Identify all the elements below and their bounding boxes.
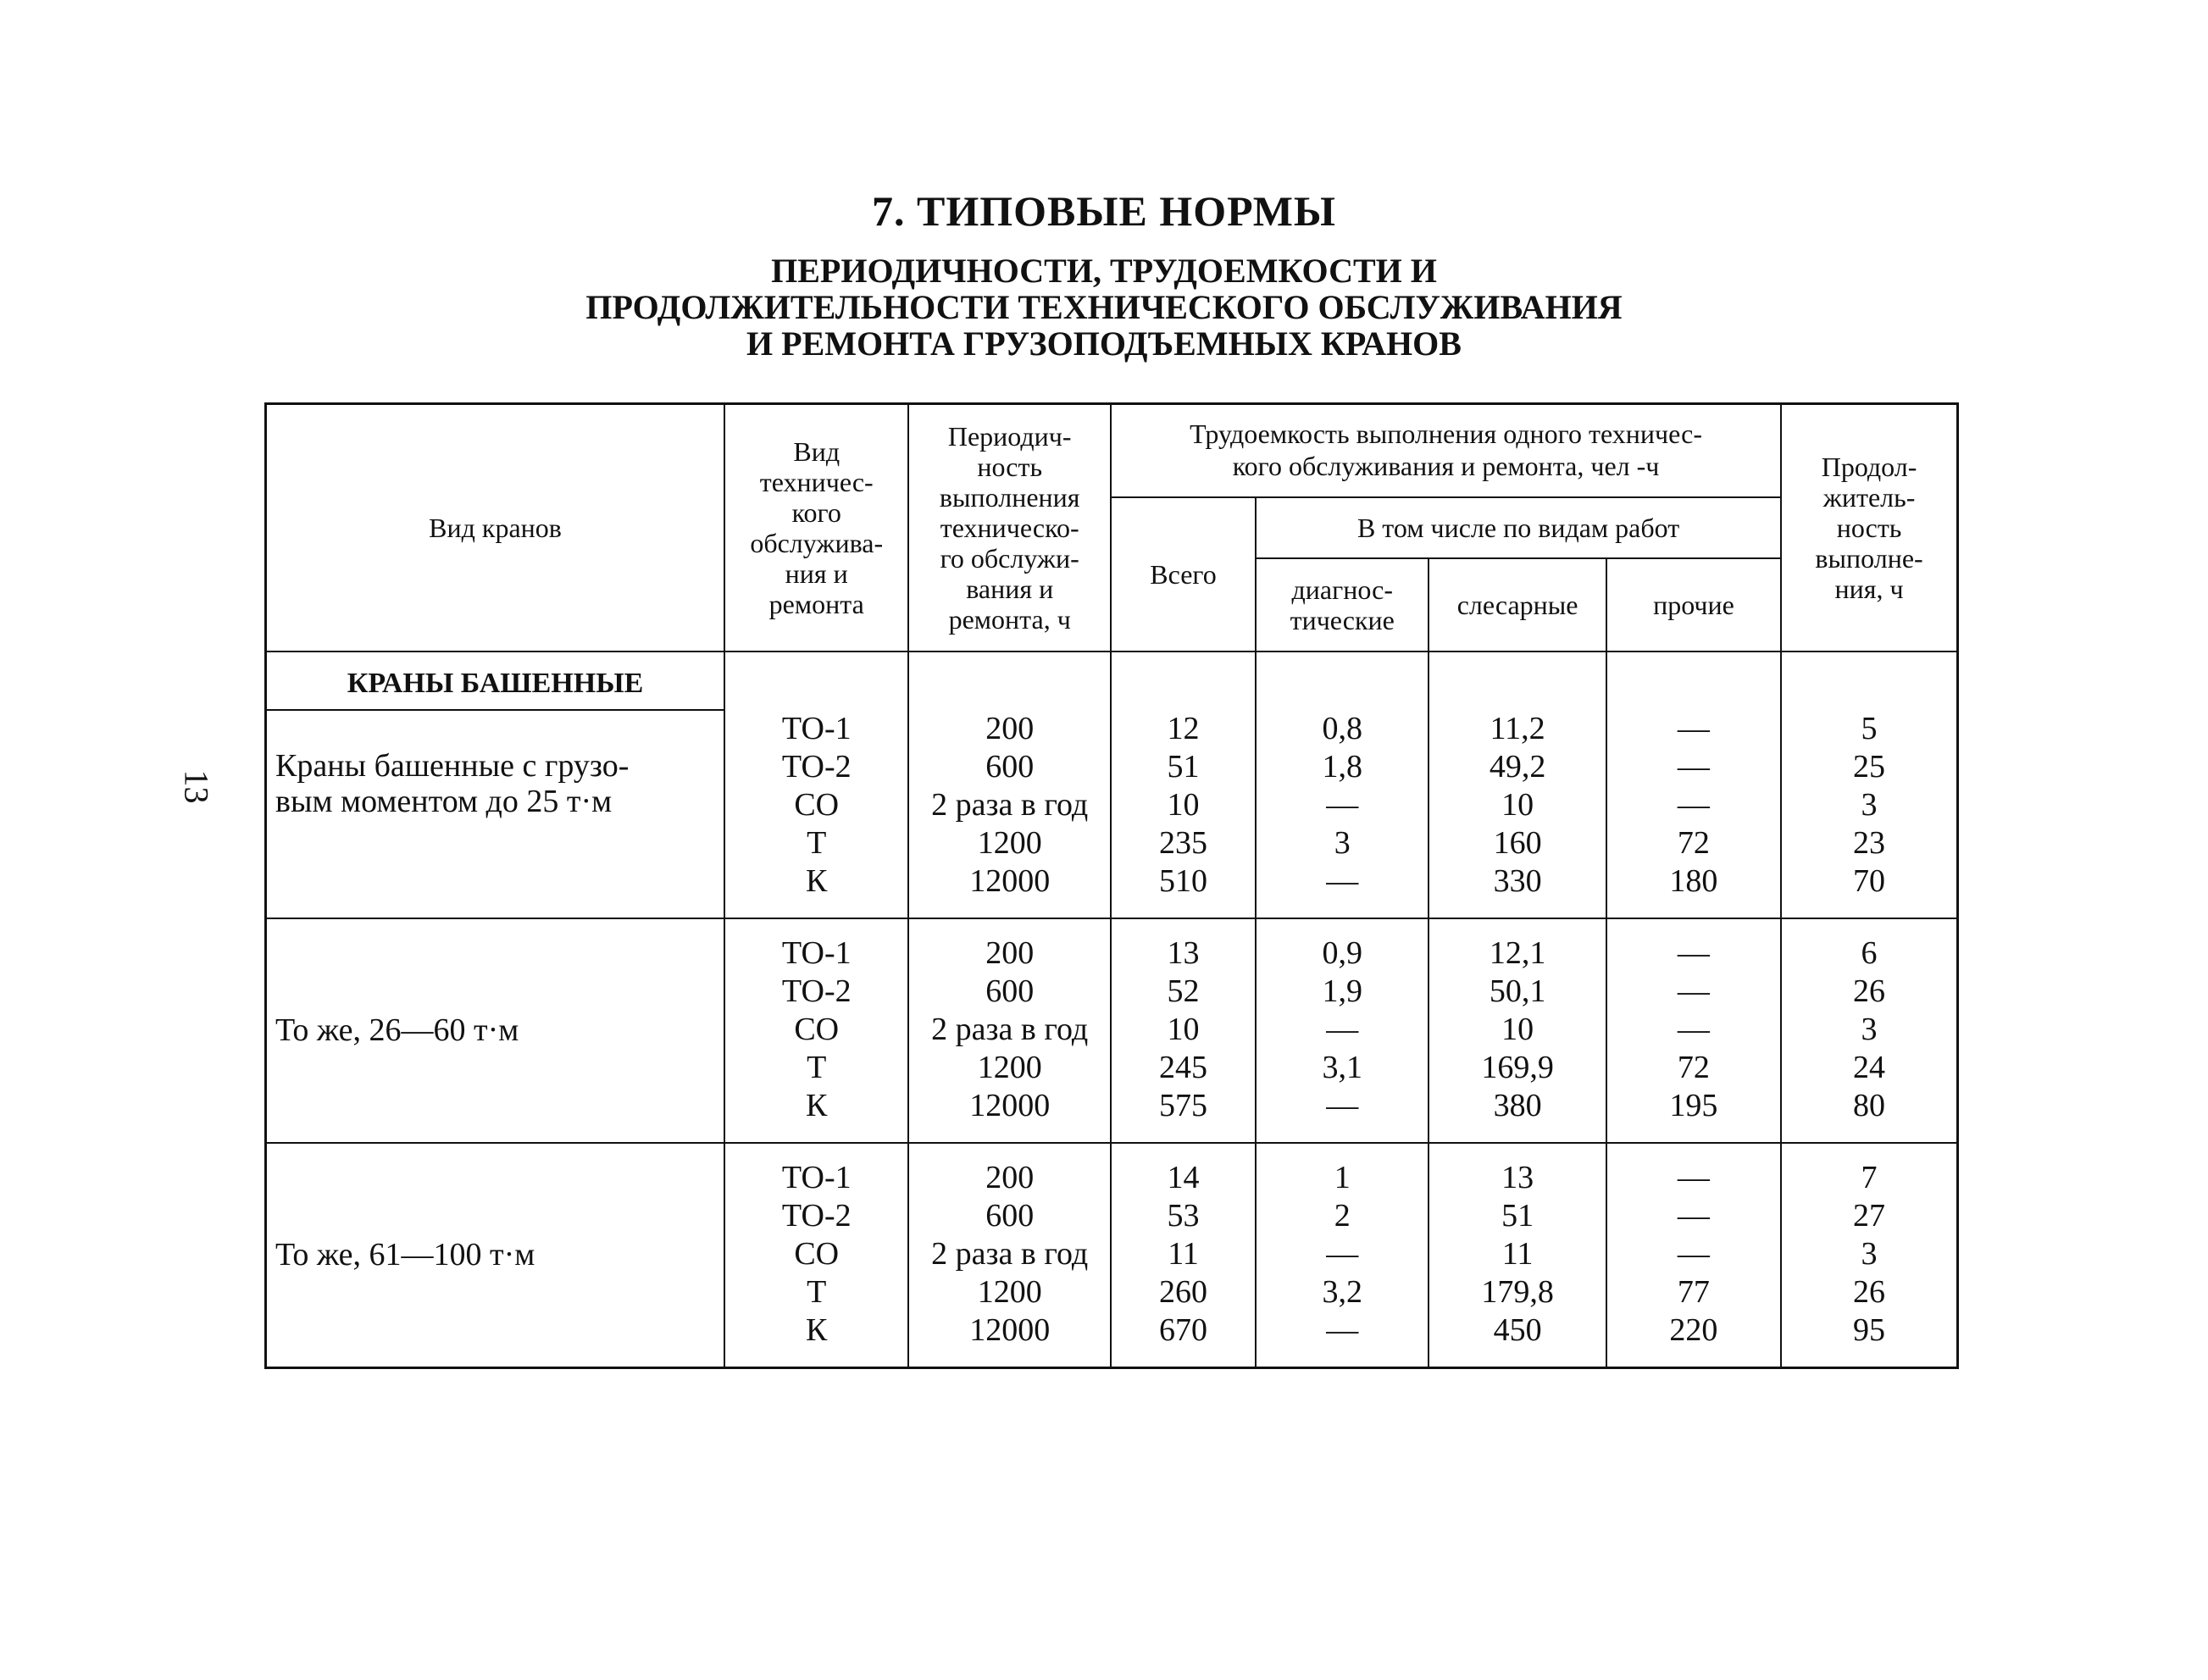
header-duration: Продол- житель- ность выполне- ния, ч — [1781, 404, 1957, 651]
table-row — [266, 918, 1958, 1143]
subtitle-line: И РЕМОНТА ГРУЗОПОДЪЕМНЫХ КРАНОВ — [746, 324, 1462, 363]
header-other: прочие — [1606, 558, 1781, 651]
header-crane-type: Вид кранов — [266, 404, 725, 651]
table-group — [266, 918, 1958, 1143]
section-title: КРАНЫ БАШЕННЫЕ — [266, 651, 725, 710]
header-locksmith: слесарные — [1429, 558, 1606, 651]
diagnostic-cell: 1 2 — 3,2 — — [1256, 1143, 1429, 1368]
total-cell: 13 52 10 245 575 — [1111, 918, 1256, 1143]
locksmith-cell: 11,2 49,2 10 160 330 — [1429, 710, 1606, 918]
duration-cell: 6 26 3 24 80 — [1781, 918, 1957, 1143]
periodicity-cell: 200 600 2 раза в год 1200 12000 — [908, 918, 1111, 1143]
other-cell: — — — 72 180 — [1606, 710, 1781, 918]
table-header — [266, 404, 1958, 651]
table-row — [266, 1143, 1958, 1368]
header-periodicity: Периодич- ность выполнения техническо- го обслужи- вания и ремонта, ч — [908, 404, 1111, 651]
total-cell: 14 53 11 260 670 — [1111, 1143, 1256, 1368]
page-number: 13 — [177, 769, 216, 804]
duration-cell: 5 25 3 23 70 — [1781, 710, 1957, 918]
diagnostic-cell: 0,8 1,8 — 3 — — [1256, 710, 1429, 918]
periodicity-cell: 200 600 2 раза в год 1200 12000 — [908, 710, 1111, 918]
locksmith-cell: 12,1 50,1 10 169,9 380 — [1429, 918, 1606, 1143]
service-cell: ТО-1 ТО-2 СО Т К — [724, 710, 908, 918]
duration-cell: 7 27 3 26 95 — [1781, 1143, 1957, 1368]
periodicity-cell: 200 600 2 раза в год 1200 12000 — [908, 1143, 1111, 1368]
table-group — [266, 1143, 1958, 1368]
crane-name: Краны башенные с грузо- вым моментом до 25 т·м — [266, 710, 725, 918]
subtitle-line: ПЕРИОДИЧНОСТИ, ТРУДОЕМКОСТИ И — [771, 252, 1437, 290]
table-row — [266, 710, 1958, 918]
page-subtitle — [0, 252, 2208, 362]
header-including: В том числе по видам работ — [1256, 497, 1781, 558]
header-labor: Трудоемкость выполнения одного техничес- кого обслуживания и ремонта, чел -ч — [1111, 404, 1781, 497]
other-cell: — — — 72 195 — [1606, 918, 1781, 1143]
header-diagnostic: диагнос- тические — [1256, 558, 1429, 651]
total-cell: 12 51 10 235 510 — [1111, 710, 1256, 918]
crane-name: То же, 61—100 т·м — [266, 1143, 725, 1368]
header-service-type: Вид техничес- кого обслужива- ния и ремонта — [724, 404, 908, 651]
subtitle-line: ПРОДОЛЖИТЕЛЬНОСТИ ТЕХНИЧЕСКОГО ОБСЛУЖИВАНИЯ — [585, 288, 1623, 326]
diagnostic-cell: 0,9 1,9 — 3,1 — — [1256, 918, 1429, 1143]
norms-table — [264, 402, 1959, 1369]
header-total: Всего — [1111, 497, 1256, 651]
service-cell: ТО-1 ТО-2 СО Т К — [724, 1143, 908, 1368]
page-title: 7. ТИПОВЫЕ НОРМЫ — [872, 187, 1336, 235]
table-group — [266, 651, 1958, 918]
locksmith-cell: 13 51 11 179,8 450 — [1429, 1143, 1606, 1368]
crane-name: То же, 26—60 т·м — [266, 918, 725, 1143]
service-cell: ТО-1 ТО-2 СО Т К — [724, 918, 908, 1143]
other-cell: — — — 77 220 — [1606, 1143, 1781, 1368]
